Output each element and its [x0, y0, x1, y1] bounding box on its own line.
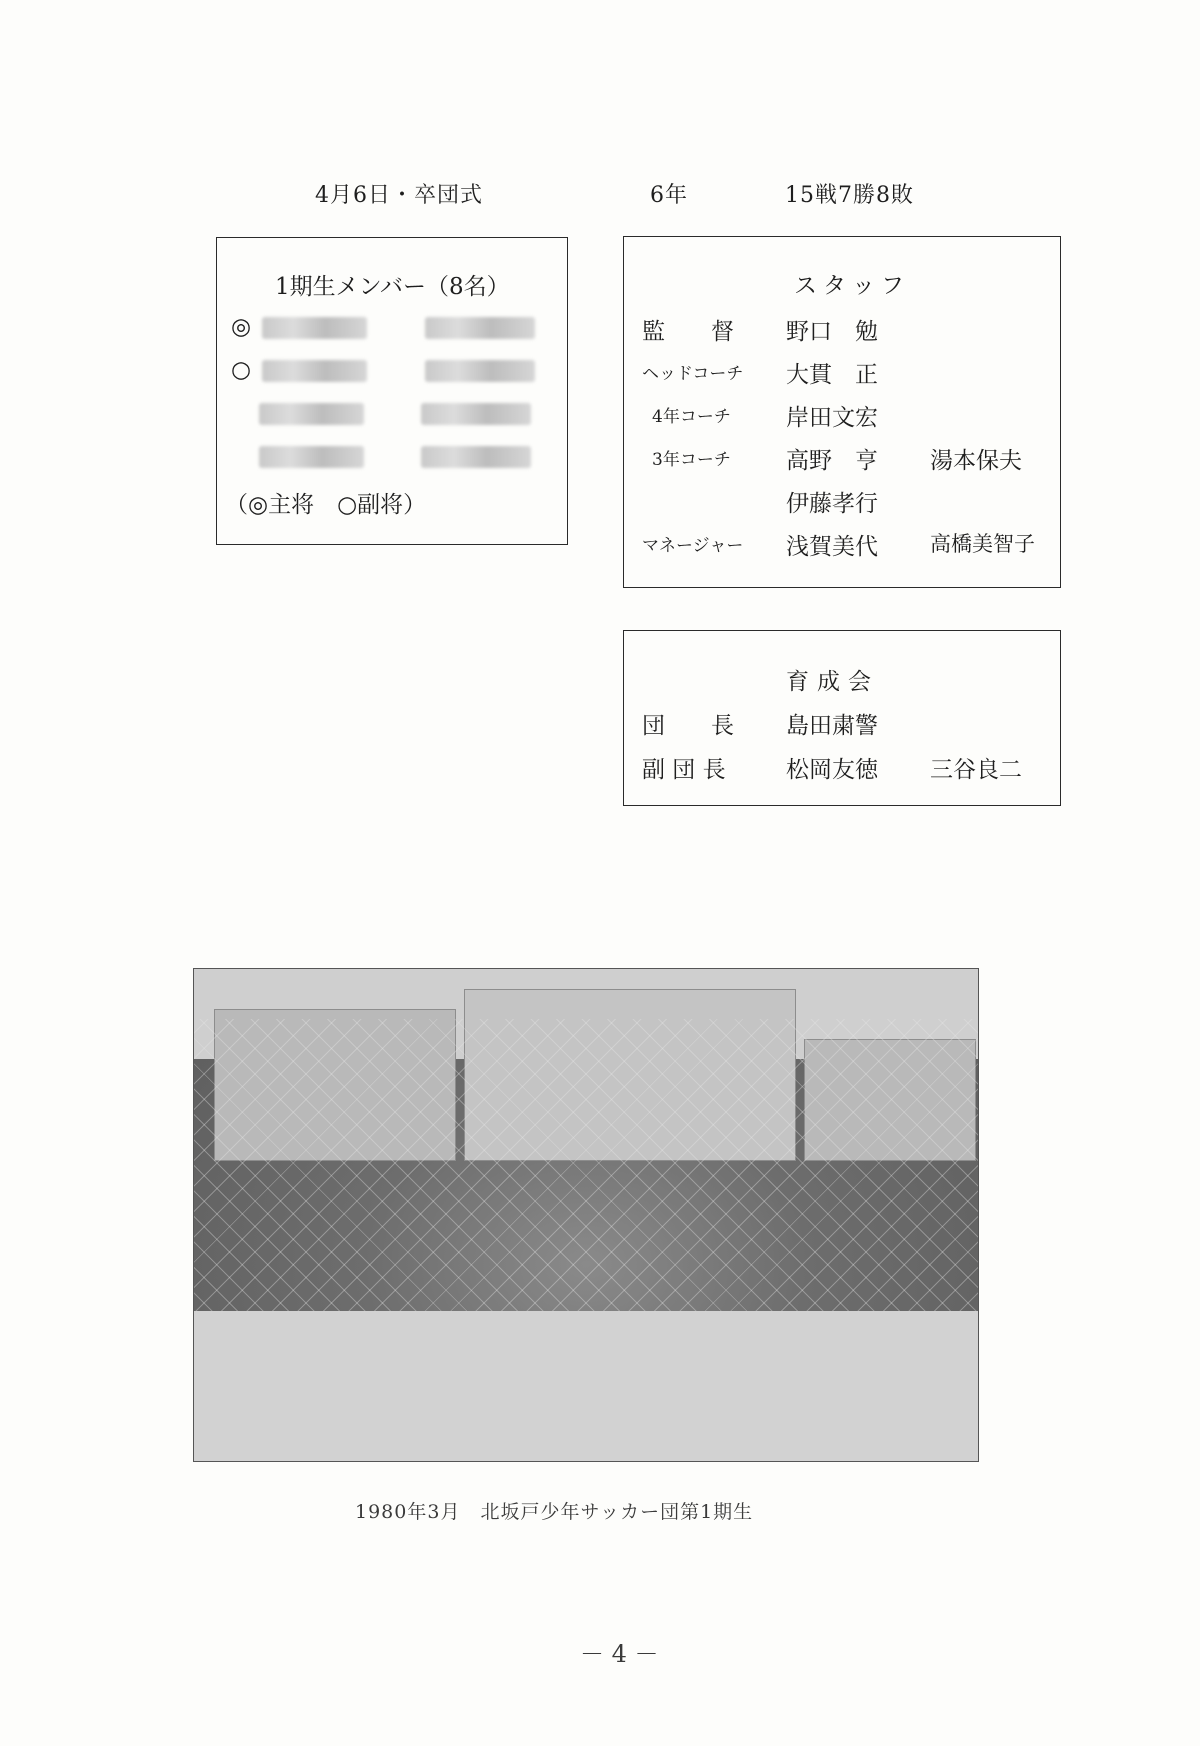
member-row: [259, 443, 531, 469]
staff-box: [623, 236, 1061, 588]
grade-label: 6年: [650, 183, 688, 208]
support-role: 団 長: [642, 713, 734, 739]
captain-mark: ◎: [231, 314, 252, 340]
event-date-title: 4月6日・卒団式: [315, 183, 483, 208]
support-name: 島田粛警: [786, 713, 878, 739]
page-number: － 4 －: [580, 1640, 659, 1668]
photo-caption: 1980年3月 北坂戸少年サッカー団第1期生: [355, 1501, 754, 1523]
season-record: 15戦7勝8敗: [785, 183, 914, 208]
vice-captain-mark: ○: [231, 357, 252, 383]
blurred-name: [425, 360, 535, 382]
staff-role: 3年コーチ: [652, 450, 731, 470]
blurred-name: [421, 403, 531, 425]
support-name: 三谷良二: [930, 757, 1022, 783]
members-box: [216, 237, 568, 545]
staff-title: スタッフ: [794, 273, 910, 299]
support-name: 松岡友徳: [786, 757, 878, 783]
blurred-name: [262, 360, 367, 382]
member-row: [231, 357, 535, 383]
photo-ground: [194, 1311, 978, 1461]
support-role: 副 団 長: [642, 757, 726, 783]
staff-name: 高橋美智子: [930, 532, 1035, 556]
member-row: [259, 400, 531, 426]
staff-name: 湯本保夫: [930, 448, 1022, 474]
staff-name: 岸田文宏: [786, 405, 878, 431]
staff-name: 野口 勉: [786, 319, 878, 345]
blurred-name: [259, 403, 364, 425]
members-legend: （◎主将 ○副将）: [225, 492, 427, 518]
support-association-box: [623, 630, 1061, 806]
blurred-name: [421, 446, 531, 468]
support-title: 育成会: [786, 669, 879, 695]
staff-role: 監 督: [642, 319, 734, 345]
blurred-name: [262, 317, 367, 339]
team-photo: [193, 968, 979, 1462]
staff-name: 浅賀美代: [786, 534, 878, 560]
blurred-name: [425, 317, 535, 339]
staff-role: 4年コーチ: [652, 407, 731, 427]
photo-goal-net: [194, 1019, 978, 1319]
member-row: [231, 314, 535, 340]
members-title: 1期生メンバー（8名）: [275, 274, 510, 300]
staff-role: マネージャー: [642, 536, 744, 556]
staff-name: 伊藤孝行: [786, 491, 878, 517]
blurred-name: [259, 446, 364, 468]
staff-name: 大貫 正: [786, 362, 878, 388]
staff-name: 高野 亨: [786, 448, 878, 474]
staff-role: ヘッドコーチ: [642, 364, 744, 384]
